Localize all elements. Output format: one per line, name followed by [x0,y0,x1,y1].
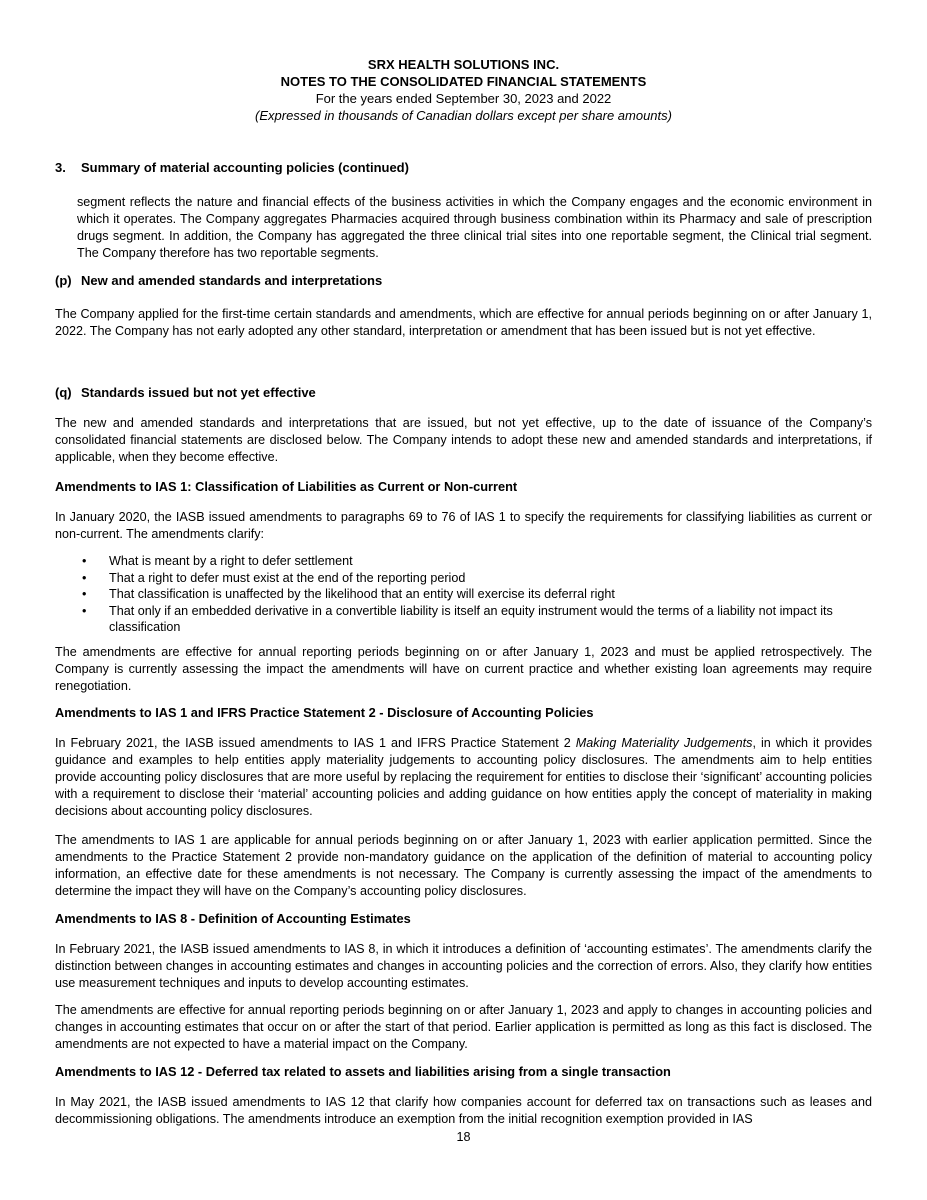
section-title: Summary of material accounting policies (continued) [81,160,409,175]
section-heading [55,160,409,175]
heading-q [55,385,316,400]
document-title: NOTES TO THE CONSOLIDATED FINANCIAL STATEMENTS [280,74,647,89]
list-item: • What is meant by a right to defer settlement [82,554,353,568]
heading-ias12: Amendments to IAS 12 - Deferred tax related to assets and liabilities arising from a single transaction [55,1064,671,1079]
ias8-paragraph-1: In February 2021, the IASB issued amendments to IAS 8, in which it introduces a definition of ‘accounting estimates’. The amendments clarify the distinction between changes in accounting estimates and changes in accounting policies and the correction of errors. Also, they clarify how entities use measurement techniques and inputs to develop accounting estimates. [55,942,872,990]
heading-ias1: Amendments to IAS 1: Classification of Liabilities as Current or Non-current [55,479,518,494]
paragraph-q: The new and amended standards and interpretations that are issued, but not yet effective, up to the date of issuance of the Company’s consolidated financial statements are disclosed below. The Company intends to adopt these new and amended standards and interpretations, if applicable, when they become effective. [55,416,872,464]
list-item: • That a right to defer must exist at the end of the reporting period [82,570,466,585]
company-name: SRX HEALTH SOLUTIONS INC. [367,57,560,72]
list-item: • That only if an embedded derivative in a convertible liability is itself an equity instrument would the terms of a liability not impact its classification [82,603,833,634]
ias1-intro: In January 2020, the IASB issued amendments to paragraphs 69 to 76 of IAS 1 to specify the requirements for classifying liabilities as current or non-current. The amendments clarify: [55,510,872,541]
ias8-paragraph-2: The amendments are effective for annual reporting periods beginning on or after January 1, 2023 and apply to changes in accounting policies and changes in accounting estimates that occur on or after the start of that period. Earlier application is permitted as long as this fact is disclosed. The amendments are not expected to have a material impact on the Company. [55,1003,872,1051]
bullet-dot: • [82,554,87,568]
heading-p-label: (p) [55,273,72,288]
list-item: • That classification is unaffected by the likelihood that an entity will exercise its deferral right [82,587,615,601]
bullet-dot: • [82,570,87,585]
heading-q-label: (q) [55,385,72,400]
heading-p [55,273,382,288]
heading-ias8: Amendments to IAS 8 - Definition of Accounting Estimates [55,911,411,926]
page-number: 18 [456,1130,471,1144]
currency-note: (Expressed in thousands of Canadian dollars except per share amounts) [255,108,672,123]
ias1-bullet-list [77,553,872,636]
ias1-ps2-paragraph-1: In February 2021, the IASB issued amendments to IAS 1 and IFRS Practice Statement 2 Making Materiality Judgements, in which it provides guidance and examples to help entities apply materiality judgements to accounting policy disclosures. The amendments aim to help entities provide accounting policy disclosures that are more useful by replacing the requirement for entities to disclose their ‘significant’ accounting policies with a requirement to disclose their ‘material’ accounting policies and adding guidance on how entities apply the concept of materiality in making decisions about accounting policy disclosures. [55,736,872,818]
ias1-closing: The amendments are effective for annual reporting periods beginning on or after January 1, 2023 and must be applied retrospectively. The Company is currently assessing the impact the amendments will have on current practice and whether existing loan agreements may require renegotiation. [55,645,872,693]
paragraph-p: The Company applied for the first-time certain standards and amendments, which are effective for annual periods beginning on or after January 1, 2022. The Company has not early adopted any other standard, interpretation or amendment that has been issued but is not yet effective. [55,307,872,338]
bullet-dot: • [82,603,87,618]
segment-paragraph: segment reflects the nature and financial effects of the business activities in which the Company engages and the economic environment in which it operates. The Company aggregates Pharmacies acquired through business combination within its Pharmacy and sale of prescription drugs segment. In addition, the Company has aggregated the three clinical trial sites into one reportable segment, the Clinical trial segment. The Company therefore has two reportable segments. [77,195,872,260]
heading-ias1-ps2: Amendments to IAS 1 and IFRS Practice Statement 2 - Disclosure of Accounting Policies [55,705,594,720]
reporting-period: For the years ended September 30, 2023 and 2022 [315,91,612,106]
document-header [0,56,927,124]
section-number: 3. [55,160,66,175]
ias1-ps2-paragraph-2: The amendments to IAS 1 are applicable for annual periods beginning on or after January 1, 2023 with earlier application permitted. Since the amendments to the Practice Statement 2 provide non-mandatory guidance on the application of the definition of material to accounting policy information, an effective date for these amendments is not necessary. The Company is currently assessing the impact of the amendments to determine the impact they will have on the Company’s accounting policy disclosures. [55,833,872,898]
heading-q-title: Standards issued but not yet effective [81,385,316,400]
ias12-paragraph-1: In May 2021, the IASB issued amendments to IAS 12 that clarify how companies account for deferred tax on transactions such as leases and decommissioning obligations. The amendments introduce an exemption from the initial recognition exemption provided in IAS [55,1095,872,1126]
heading-p-title: New and amended standards and interpretations [81,273,383,288]
bullet-dot: • [82,587,87,601]
